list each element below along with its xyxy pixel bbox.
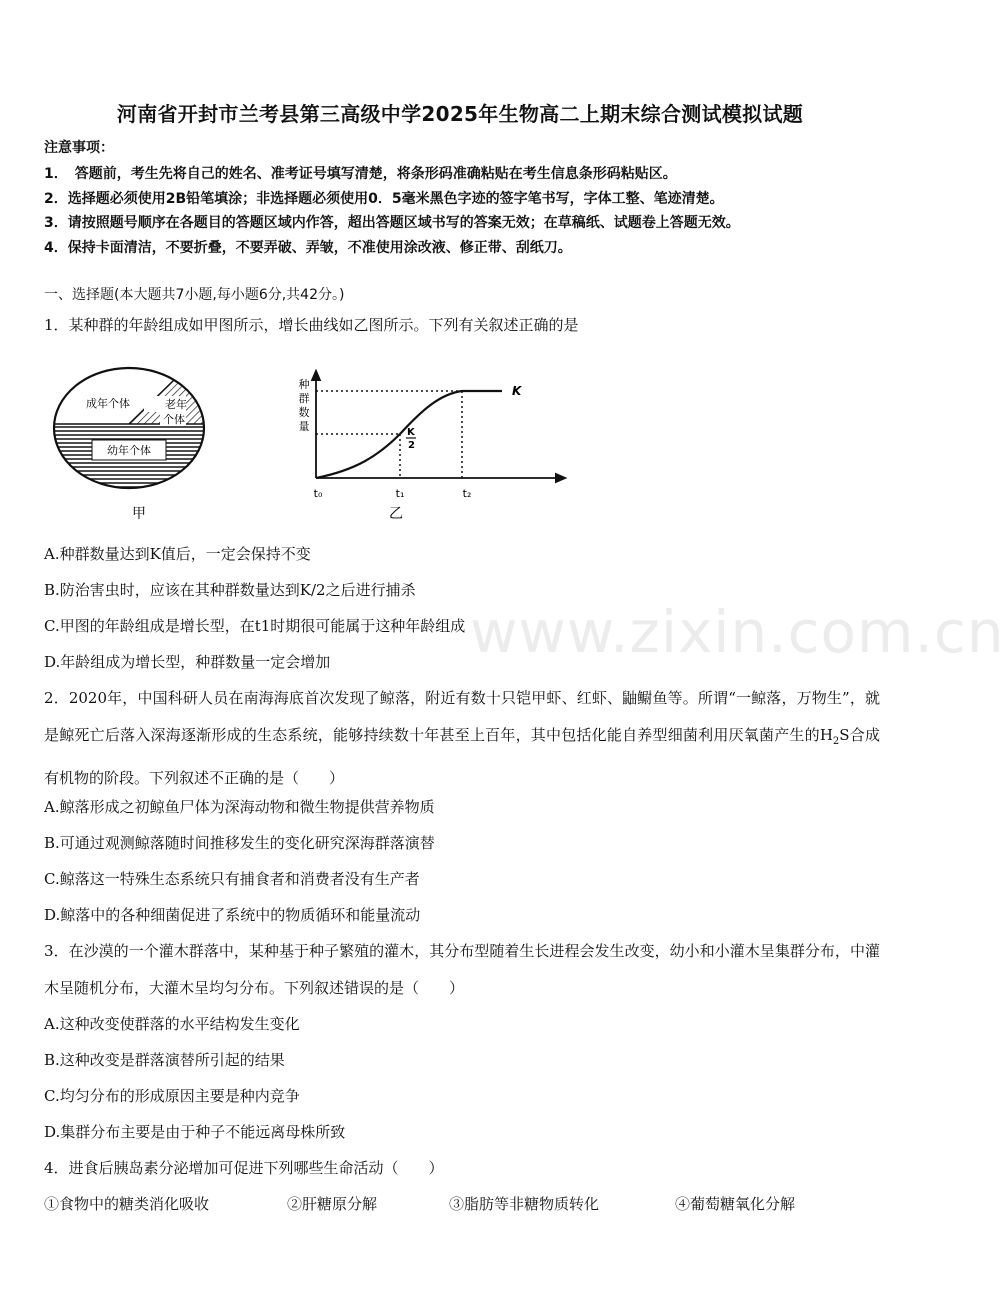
old-label: 老年 — [165, 398, 187, 411]
question-1-stem: 1．某种群的年龄组成如甲图所示，增长曲线如乙图所示。下列有关叙述正确的是 — [44, 316, 579, 334]
y-axis-label: 群 — [298, 392, 310, 405]
choice-item: ③脂肪等非糖物质转化 — [449, 1195, 600, 1213]
x-tick-label: t₂ — [462, 487, 472, 500]
figure-caption: 甲 — [132, 506, 146, 522]
age-structure-figure — [50, 362, 210, 522]
half-k-label: 2 — [408, 440, 415, 451]
notice-item: 1． 答题前，考生先将自己的姓名、准考证号填写清楚，将条形码准确粘贴在考生信息条形码粘贴区。 — [44, 166, 677, 182]
option-d: D.集群分布主要是由于种子不能远离母株所致 — [44, 1123, 346, 1141]
watermark: www.zixin.com.cn — [470, 598, 1005, 666]
notice-item: 2．选择题必须使用2B铅笔填涂；非选择题必须使用0．5毫米黑色字迹的签字笔书写，字体工整、笔迹清楚。 — [44, 191, 724, 207]
option-a: A.种群数量达到K值后，一定会保持不变 — [44, 545, 311, 563]
young-label: 幼年个体 — [107, 444, 151, 457]
option-b: B.这种改变是群落演替所引起的结果 — [44, 1051, 285, 1069]
option-d: D.年龄组成为增长型，种群数量一定会增加 — [44, 653, 331, 671]
adult-label: 成年个体 — [86, 397, 130, 410]
option-c: C.均匀分布的形成原因主要是种内竞争 — [44, 1087, 300, 1105]
half-k-label: K — [407, 427, 415, 438]
question-4-stem: 4．进食后胰岛素分泌增加可促进下列哪些生命活动（ ） — [44, 1159, 444, 1177]
notice-heading: 注意事项： — [44, 140, 114, 156]
option-c: C.鲸落这一特殊生态系统只有捕食者和消费者没有生产者 — [44, 870, 420, 888]
choice-item: ②肝糖原分解 — [287, 1195, 378, 1213]
y-axis-label: 种 — [298, 378, 310, 391]
x-tick-label: t₀ — [313, 487, 323, 500]
option-a: A.这种改变使群落的水平结构发生变化 — [44, 1015, 300, 1033]
option-b: B.可通过观测鲸落随时间推移发生的变化研究深海群落演替 — [44, 834, 435, 852]
section-title: 一、选择题(本大题共7小题,每小题6分,共42分。) — [44, 287, 345, 303]
growth-curve-figure — [290, 370, 580, 525]
y-axis-label: 量 — [298, 420, 310, 433]
question-2-stem: 2．2020年，中国科研人员在南海海底首次发现了鲸落，附近有数十只铠甲虾、红虾、鼬鳚鱼等。所谓“一鲸落，万物生”，就是鲸死亡后落入深海逐渐形成的生态系统，能够持续数十年甚至上百年，其中包括化能自养型细菌利用厌氧菌产生的$H_2S$合成有机物的阶段。下列叙述不正确的是（ ） — [44, 689, 880, 787]
k-label: K — [512, 384, 522, 398]
figure-caption: 乙 — [389, 506, 403, 522]
old-label: 个体 — [163, 413, 185, 426]
y-axis-label: 数 — [298, 406, 310, 419]
page-title: 河南省开封市兰考县第三高级中学2025年生物高二上期末综合测试模拟试题 — [116, 102, 804, 126]
question-3-stem: 3．在沙漠的一个灌木群落中，某种基于种子繁殖的灌木，其分布型随着生长进程会发生改变，幼小和小灌木呈集群分布，中灌木呈随机分布，大灌木呈均匀分布。下列叙述错误的是（ ） — [44, 942, 880, 997]
option-a: A.鲸落形成之初鲸鱼尸体为深海动物和微生物提供营养物质 — [44, 798, 435, 816]
x-tick-label: t₁ — [395, 487, 405, 500]
choice-item: ④葡萄糖氧化分解 — [675, 1195, 796, 1213]
notice-item: 3．请按照题号顺序在各题目的答题区域内作答，超出答题区域书写的答案无效；在草稿纸、试题卷上答题无效。 — [44, 215, 740, 231]
choice-item: ①食物中的糖类消化吸收 — [44, 1195, 210, 1213]
notice-item: 4．保持卡面清洁，不要折叠，不要弄破、弄皱，不准使用涂改液、修正带、刮纸刀。 — [44, 240, 572, 256]
option-b: B.防治害虫时，应该在其种群数量达到K/2之后进行捕杀 — [44, 581, 416, 599]
option-c: C.甲图的年龄组成是增长型，在t1时期很可能属于这种年龄组成 — [44, 617, 466, 635]
option-d: D.鲸落中的各种细菌促进了系统中的物质循环和能量流动 — [44, 906, 421, 924]
